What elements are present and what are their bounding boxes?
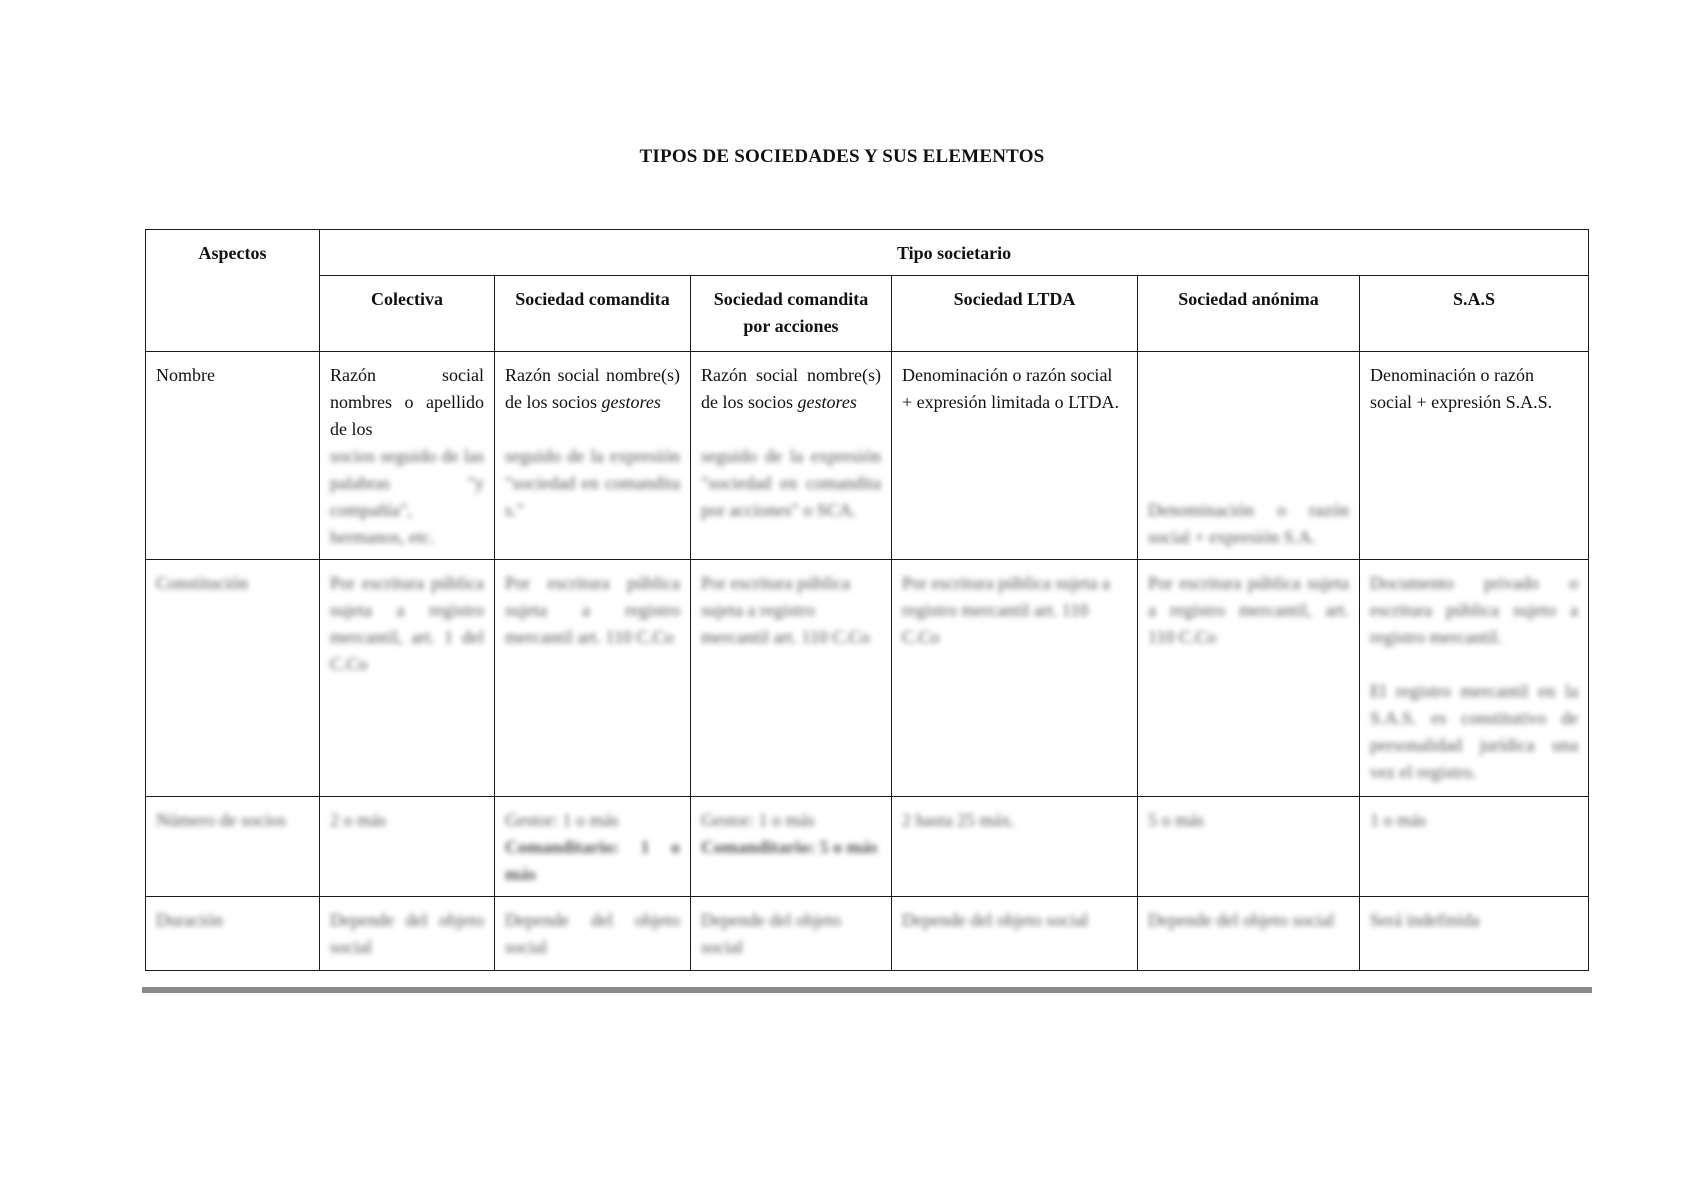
row-nombre (146, 352, 1589, 560)
constitucion-comandita-text: Por escritura pública sujeta a registro mercantil art. 110 C.Co (505, 573, 680, 647)
numero-anonima-text: 5 o más (1148, 810, 1204, 830)
row-duracion (146, 897, 1589, 971)
row-constitucion (146, 560, 1589, 797)
cell-constitucion-comandita-acciones (691, 560, 892, 797)
cell-nombre-ltda (892, 352, 1138, 560)
header-sas: S.A.S (1360, 276, 1589, 352)
header-sociedad-comandita: Sociedad comandita (495, 276, 691, 352)
cell-nombre-anonima (1138, 352, 1360, 560)
label-numero-socios: Número de socios (156, 810, 286, 830)
row-label-duracion (146, 897, 320, 971)
cell-duracion-ltda (892, 897, 1138, 971)
cell-duracion-anonima (1138, 897, 1360, 971)
nombre-ltda-text: Denominación o razón social + expresión limitada o LTDA. (902, 365, 1119, 412)
cell-duracion-sas (1360, 897, 1589, 971)
constitucion-ltda-text: Por escritura pública sujeta a registro mercantil art. 110 C.Co (902, 573, 1110, 647)
page-title: TIPOS DE SOCIEDADES Y SUS ELEMENTOS (639, 146, 1045, 167)
cell-nombre-comandita (495, 352, 691, 560)
cell-constitucion-ltda (892, 560, 1138, 797)
numero-comandita-gestor: Gestor: 1 o más (505, 810, 619, 830)
row-label-constitucion (146, 560, 320, 797)
numero-ltda-text: 2 hasta 25 máx. (902, 810, 1015, 830)
row-label-numero-socios (146, 797, 320, 897)
societies-table-wrapper (145, 229, 1588, 971)
nombre-cpa-text: Razón social nombre(s) de los socios gestores (701, 365, 881, 412)
cell-constitucion-anonima (1138, 560, 1360, 797)
nombre-colectiva-text: Razón social nombres o apellido de los (330, 365, 484, 439)
constitucion-colectiva-text: Por escritura pública sujeta a registro mercantil, art. 1 del C.Co (330, 573, 484, 674)
cell-numero-ltda (892, 797, 1138, 897)
cell-duracion-comandita (495, 897, 691, 971)
constitucion-anonima-text: Por escritura pública sujeta a registro mercantil, art. 110 C.Co (1148, 573, 1349, 647)
cell-numero-comandita (495, 797, 691, 897)
cell-duracion-comandita-acciones (691, 897, 892, 971)
constitucion-sas-note: El registro mercantil en la S.A.S. es constitutivo de personalidad jurídica una vez el registro. (1370, 681, 1579, 782)
cell-numero-anonima (1138, 797, 1360, 897)
header-sociedad-comandita-acciones: Sociedad comandita por acciones (691, 276, 892, 352)
cell-nombre-sas (1360, 352, 1589, 560)
row-numero-socios (146, 797, 1589, 897)
numero-cpa-comanditario: Comanditario: 5 o más (701, 837, 878, 857)
cell-constitucion-comandita (495, 560, 691, 797)
cell-numero-sas (1360, 797, 1589, 897)
label-duracion: Duración (156, 910, 223, 930)
numero-cpa-gestor: Gestor: 1 o más (701, 810, 815, 830)
cell-nombre-comandita-acciones (691, 352, 892, 560)
header-sociedad-ltda: Sociedad LTDA (892, 276, 1138, 352)
cell-numero-comandita-acciones (691, 797, 892, 897)
header-sociedad-anonima: Sociedad anónima (1138, 276, 1360, 352)
cell-duracion-colectiva (320, 897, 495, 971)
cell-nombre-colectiva (320, 352, 495, 560)
duracion-anonima-text: Depende del objeto social (1148, 910, 1335, 930)
cell-numero-colectiva (320, 797, 495, 897)
nombre-sas-text: Denominación o razón social + expresión S.A.S. (1370, 365, 1553, 412)
duracion-colectiva-text: Depende del objeto social (330, 910, 484, 957)
constitucion-cpa-text: Por escritura pública sujeta a registro mercantil art. 110 C.Co (701, 573, 870, 647)
nombre-cpa-blurred: seguido de la expresión "sociedad en comandita por acciones" o SCA. (701, 446, 881, 520)
label-nombre: Nombre (156, 365, 215, 385)
nombre-comandita-text: Razón social nombre(s) de los socios gestores (505, 365, 680, 412)
header-aspectos: Aspectos (146, 230, 320, 352)
header-row-columns (146, 276, 1589, 352)
header-colectiva: Colectiva (320, 276, 495, 352)
label-constitucion: Constitución (156, 573, 249, 593)
header-row-top (146, 230, 1589, 276)
nombre-anonima-blurred: Denominación o razón social + expresión S.A. (1148, 500, 1349, 547)
header-tipo-societario: Tipo societario (320, 230, 1589, 276)
constitucion-sas-text: Documento privado o escritura pública sujeto a registro mercantil. (1370, 573, 1579, 647)
nombre-comandita-blurred: seguido de la expresión "sociedad en comandita s." (505, 446, 680, 520)
duracion-sas-text: Será indefinida (1370, 910, 1480, 930)
numero-sas-text: 1 o más (1370, 810, 1426, 830)
duracion-cpa-text: Depende del objeto social (701, 910, 841, 957)
societies-table (145, 229, 1589, 971)
cell-constitucion-colectiva (320, 560, 495, 797)
row-label-nombre (146, 352, 320, 560)
numero-comandita-comanditario: Comanditario: 1 o más (505, 837, 680, 884)
cell-constitucion-sas (1360, 560, 1589, 797)
duracion-ltda-text: Depende del objeto social (902, 910, 1089, 930)
duracion-comandita-text: Depende del objeto social (505, 910, 680, 957)
numero-colectiva-text: 2 o más (330, 810, 386, 830)
nombre-colectiva-blurred: socios seguido de las palabras "y compañía", hermanos, etc. (330, 446, 484, 547)
